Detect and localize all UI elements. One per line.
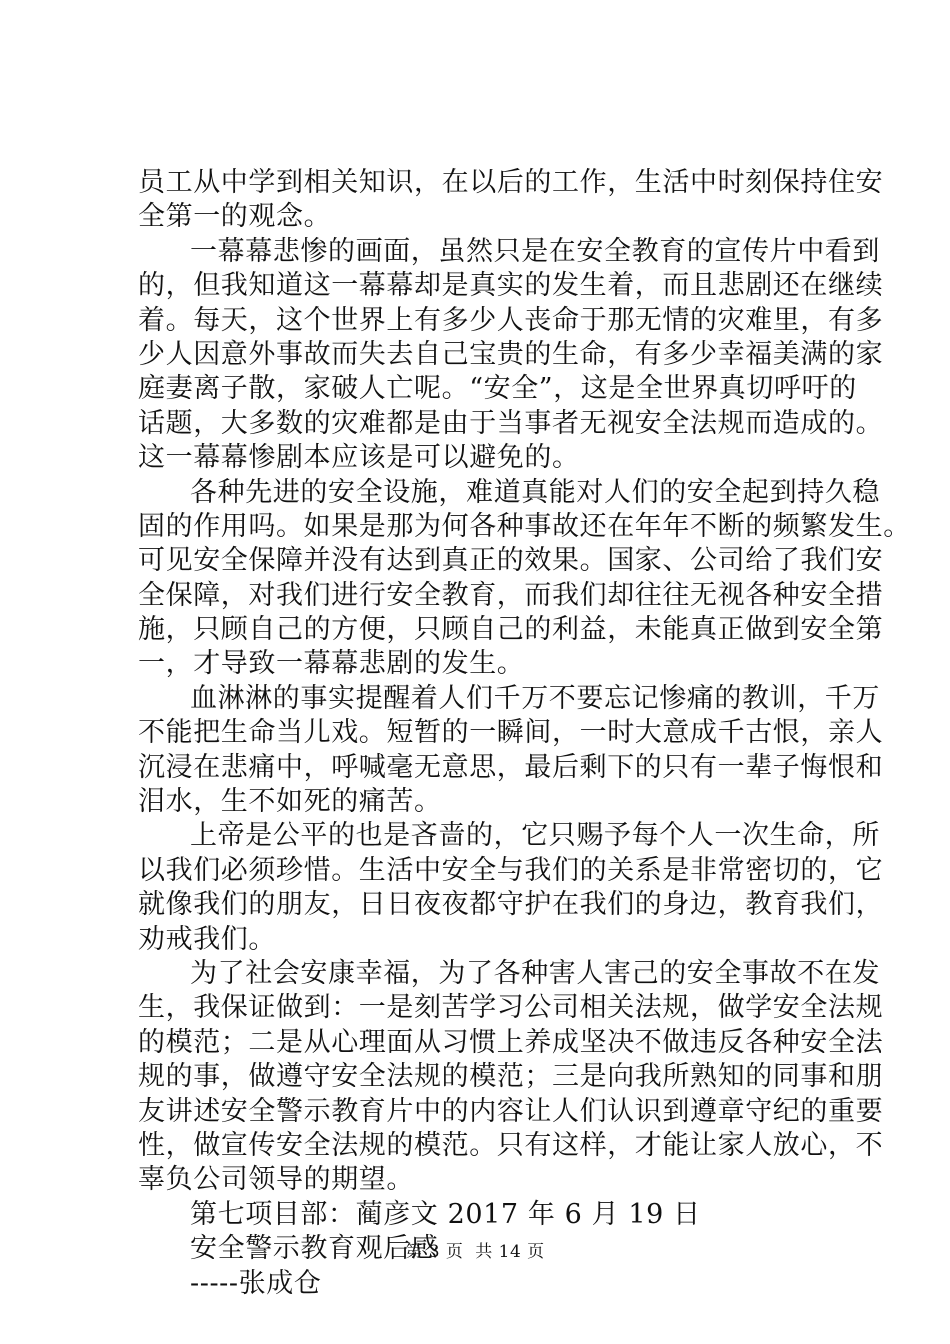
- text-line: 少人因意外事故而失去自己宝贵的生命，有多少幸福美满的家: [138, 338, 884, 370]
- paragraph-first-line: 各种先进的安全设施，难道真能对人们的安全起到持久稳: [190, 476, 880, 508]
- text-line: 辜负公司领导的期望。: [138, 1164, 414, 1196]
- text-line: 固的作用吗。如果是那为何各种事故还在年年不断的频繁发生。: [138, 510, 911, 542]
- text-line: 话题，大多数的灾难都是由于当事者无视安全法规而造成的。: [138, 407, 884, 439]
- text-line: 的，但我知道这一幕幕却是真实的发生着，而且悲剧还在继续: [138, 270, 884, 302]
- text-line: 以我们必须珍惜。生活中安全与我们的关系是非常密切的，它: [138, 854, 884, 886]
- text-line: 施，只顾自己的方便，只顾自己的利益，未能真正做到安全第: [138, 614, 884, 646]
- text-line: 生，我保证做到：一是刻苦学习公司相关法规，做学安全法规: [138, 992, 884, 1024]
- text-line: 就像我们的朋友，日日夜夜都守护在我们的身边，教育我们，: [138, 889, 884, 921]
- text-line: 劝戒我们。: [138, 923, 276, 955]
- paragraph-first-line: 一幕幕悲惨的画面，虽然只是在安全教育的宣传片中看到: [190, 235, 880, 267]
- page-number-footer: 第 3 页 共 14 页: [405, 1242, 545, 1262]
- text-line: 可见安全保障并没有达到真正的效果。国家、公司给了我们安: [138, 545, 884, 577]
- text-line: 全第一的观念。: [138, 201, 332, 233]
- text-line: 不能把生命当儿戏。短暂的一瞬间，一时大意成千古恨，亲人: [138, 717, 884, 749]
- text-line: 这一幕幕惨剧本应该是可以避免的。: [138, 442, 580, 474]
- next-article-title: 安全警示教育观后感: [190, 1233, 439, 1265]
- paragraph-first-line: 为了社会安康幸福，为了各种害人害己的安全事故不在发: [190, 957, 880, 989]
- text-line: 性，做宣传安全法规的模范。只有这样，才能让家人放心，不: [138, 1129, 884, 1161]
- text-line: 庭妻离子散，家破人亡呢。“安全”，这是全世界真切呼吁的: [138, 373, 857, 405]
- text-line: 员工从中学到相关知识，在以后的工作，生活中时刻保持住安: [138, 167, 884, 198]
- text-line: 的模范；二是从心理面从习惯上养成坚决不做违反各种安全法: [138, 1026, 884, 1058]
- paragraph-first-line: 上帝是公平的也是吝啬的，它只赐予每个人一次生命，所: [190, 820, 880, 852]
- text-line: 一，才导致一幕幕悲剧的发生。: [138, 648, 525, 680]
- text-line: 沉浸在悲痛中，呼喊毫无意思，最后剩下的只有一辈子悔恨和: [138, 751, 884, 783]
- next-article-author: -----张成仓: [190, 1267, 322, 1299]
- text-line: 泪水，生不如死的痛苦。: [138, 786, 442, 818]
- paragraph-first-line: 血淋淋的事实提醒着人们千万不要忘记惨痛的教训，千万: [190, 682, 880, 714]
- signature-line: 第七项目部：蔺彦文 2017 年 6 月 19 日: [190, 1198, 701, 1230]
- text-line: 全保障，对我们进行安全教育，而我们却往往无视各种安全措: [138, 579, 884, 611]
- text-line: 友讲述安全警示教育片中的内容让人们认识到遵章守纪的重要: [138, 1095, 884, 1127]
- text-line: 规的事，做遵守安全法规的模范；三是向我所熟知的同事和朋: [138, 1061, 884, 1093]
- text-line: 着。每天，这个世界上有多少人丧命于那无情的灾难里，有多: [138, 304, 884, 336]
- document-body: [138, 166, 911, 1301]
